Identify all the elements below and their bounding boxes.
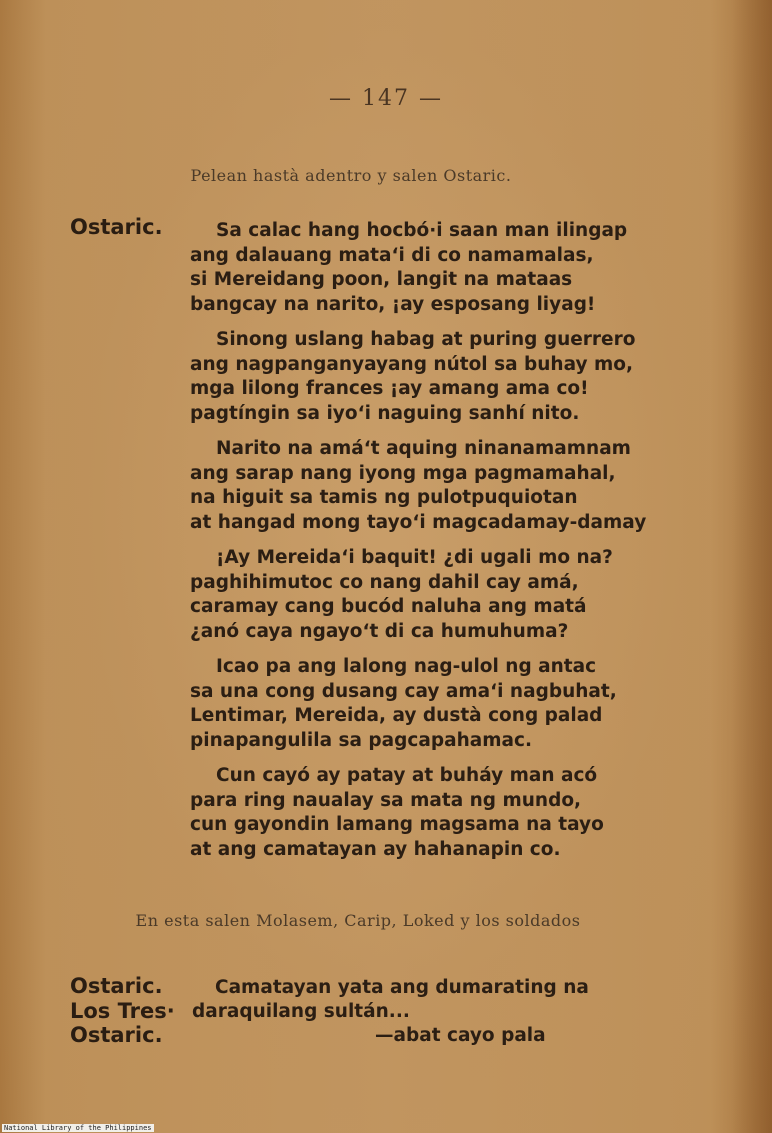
verse-line: Sa calac hang hocbó·i saan man ilingap [216, 220, 628, 241]
verse-line: sa una cong dusang cay ama‘i nagbuhat, [190, 680, 617, 702]
verse-line: Cun cayó ay patay at buháy man acó [216, 765, 598, 786]
verse-line: ¡Ay Mereida‘i baquit! ¿di ugali mo na? [216, 547, 613, 568]
closing-line-2: daraquilang sultán... [192, 1001, 410, 1022]
verse-line: ang dalauang mata‘i di co namamalas, [190, 244, 594, 266]
verse-line: para ring naualay sa mata ng mundo, [190, 789, 582, 811]
verse-line: pinapangulila sa pagcapahamac. [190, 729, 532, 751]
speaker-label-main: Ostaric. [70, 215, 163, 239]
verse-line: caramay cang bucód naluha ang matá [190, 596, 587, 617]
verse-line: pagtíngin sa iyo‘i naguing sanhí nito. [190, 402, 580, 424]
closing-line-3: —abat cayo pala [375, 1025, 546, 1046]
page-number: — 147 — [329, 86, 443, 111]
stage-direction-top: Pelean hastà adentro y salen Ostaric. [190, 166, 512, 185]
stanza-6 [190, 764, 650, 862]
closing-speaker-3: Ostaric. [70, 1023, 163, 1047]
verse-line: ang sarap nang iyong mga pagmamahal, [190, 462, 616, 484]
stanza-4 [190, 546, 650, 644]
closing-speaker-1: Ostaric. [70, 974, 163, 998]
verse-line: si Mereidang poon, langit na mataas [190, 269, 573, 290]
verse-line: paghihimutoc co nang dahil cay amá, [190, 571, 579, 593]
closing-line-1: Camatayan yata ang dumarating na [215, 977, 589, 998]
verse-line: bangcay na narito, ¡ay esposang liyag! [190, 293, 596, 315]
verse-line: ¿anó caya ngayo‘t di ca humuhuma? [190, 620, 569, 642]
verse-line: ang nagpanganyayang nútol sa buhay mo, [190, 353, 634, 375]
footer-credit: National Library of the Philippines [4, 1124, 152, 1132]
verse-line: cun gayondin lamang magsama na tayo [190, 814, 604, 835]
verse-line: Icao pa ang lalong nag-ulol ng antac [216, 656, 597, 677]
page-edge-shadow [732, 0, 772, 1133]
verse-line: Sinong uslang habag at puring guerrero [216, 329, 636, 350]
stanza-3 [190, 437, 650, 535]
verse-line: mga lilong frances ¡ay amang ama co! [190, 378, 589, 399]
verse-line: at hangad mong tayo‘i magcadamay-damay [190, 511, 647, 533]
closing-speaker-2: Los Tres· [70, 999, 175, 1023]
verse-line: at ang camatayan ay hahanapin co. [190, 838, 561, 860]
stanza-5 [190, 655, 650, 753]
stanza-2 [190, 328, 650, 426]
verse-line: na higuit sa tamis ng pulotpuquiotan [190, 487, 578, 508]
stanza-1 [190, 219, 650, 317]
verse-line: Lentimar, Mereida, ay dustà cong palad [190, 705, 603, 726]
stage-direction-bottom: En esta salen Molasem, Carip, Loked y los soldados [135, 911, 581, 930]
verse-line: Narito na amá‘t aquing ninanamamnam [216, 438, 631, 459]
verse-block [190, 219, 650, 873]
